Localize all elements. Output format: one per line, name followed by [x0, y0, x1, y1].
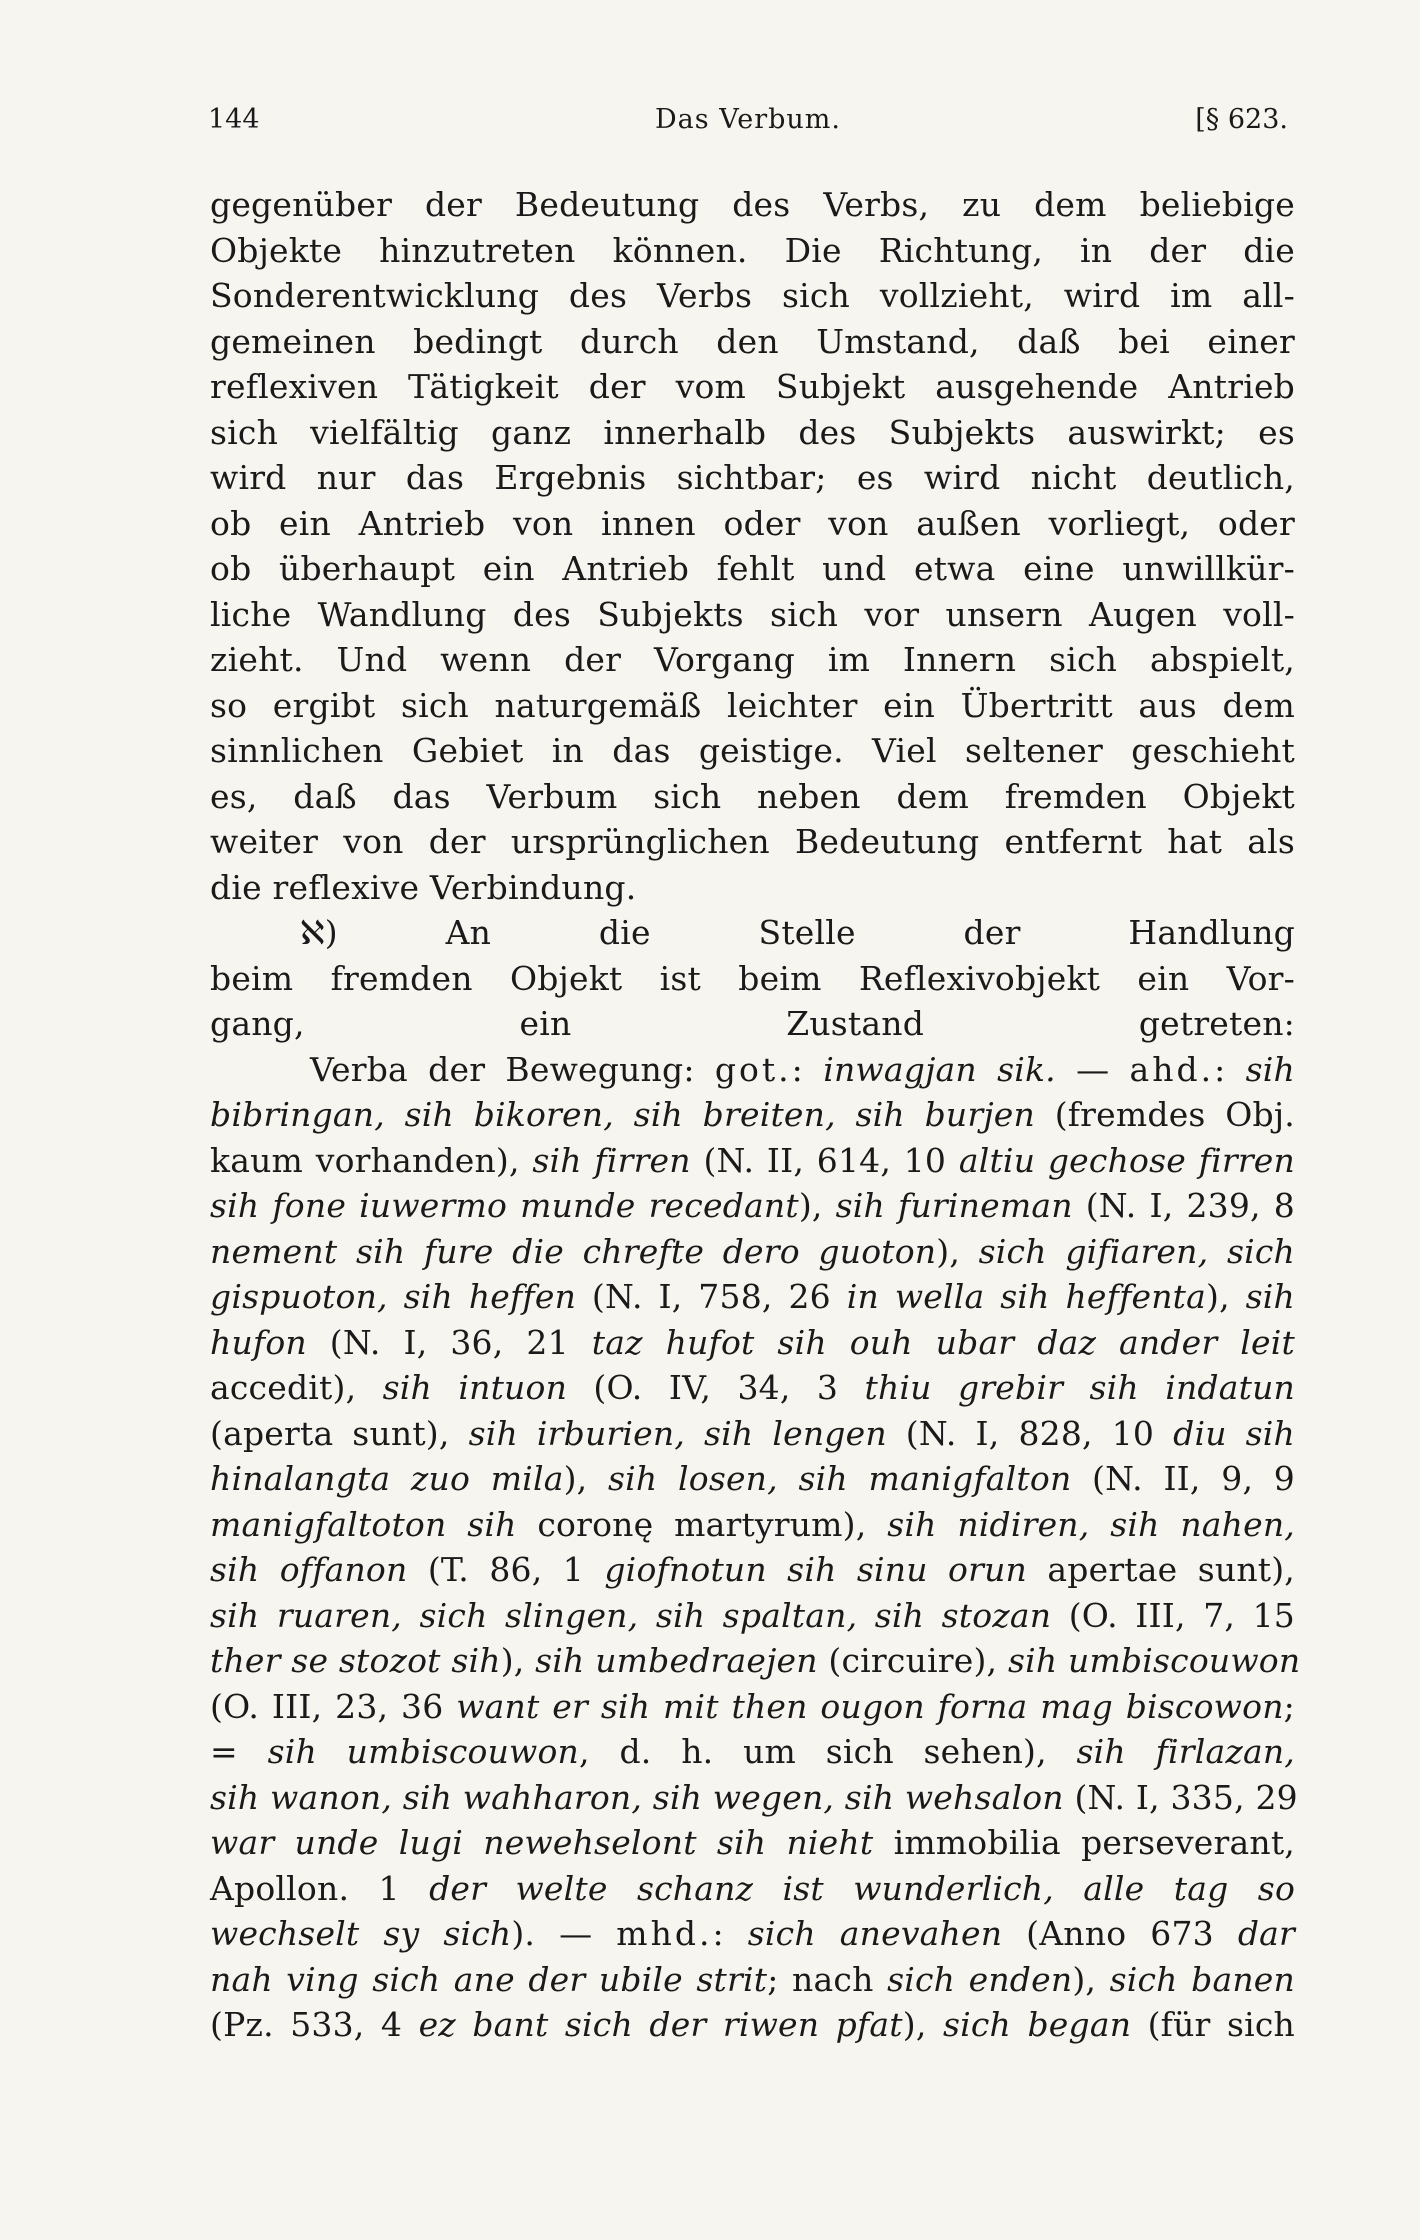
text-run: sich began [942, 2005, 1132, 2044]
running-title: Das Verbum. [655, 104, 841, 135]
text-run: want er sih mit then ougon forna mag biscowon [456, 1686, 1284, 1726]
text-run: sich enden [887, 1959, 1073, 1999]
text-run: (aperta sunt), [210, 1413, 469, 1453]
text-line [210, 1138, 1295, 1184]
text-run: sih losen, sih manigfalton [608, 1459, 1072, 1498]
text-run: ob überhaupt ein Antrieb fehlt und etwa eine unwillkür- [210, 549, 1295, 588]
text-run: diu sih [1173, 1413, 1295, 1453]
text-run: got. [714, 1049, 792, 1089]
text-line [210, 1593, 1295, 1639]
text-run: (N. I, 36, 21 [306, 1322, 592, 1362]
text-run: war unde lugi newehselont sih nieht [210, 1823, 874, 1862]
text-run: gispuoton, sih heffen [210, 1277, 577, 1316]
text-line [210, 228, 1295, 274]
text-run: sih offanon [210, 1550, 408, 1589]
text-line [210, 1001, 1295, 1047]
text-run: (N. I, 239, 8 [1072, 1186, 1295, 1225]
section-marker: [§ 623. [1195, 104, 1288, 135]
text-run: nement sih fure die chrefte dero guoton [210, 1231, 937, 1271]
text-line [210, 182, 1295, 228]
text-run: ahd. [1129, 1049, 1215, 1089]
text-run: ℵ) An die Stelle der Handlung [300, 913, 1295, 952]
text-line [210, 1638, 1301, 1684]
text-line [210, 819, 1295, 865]
text-line [210, 1866, 1295, 1912]
text-run: sich banen [1109, 1959, 1295, 1999]
text-run: wird nur das Ergebnis sichtbar; es wird nicht deutlich, [210, 458, 1295, 497]
text-run: Verba der Bewegung: [310, 1049, 715, 1089]
text-run: manigfaltoton sih [210, 1504, 517, 1544]
text-run: sih nidiren, sih nahen, [887, 1504, 1295, 1544]
text-line [210, 364, 1295, 410]
text-run: altiu gechose firren [958, 1140, 1295, 1180]
text-run: = [210, 1732, 268, 1771]
text-run: (O. III, 7, 15 [1051, 1595, 1295, 1635]
text-run: sih wanon, sih wahharon, sih wegen, sih wehsalon [210, 1777, 1064, 1817]
text-run: sih umbiscouwon [1007, 1641, 1301, 1680]
text-run: zieht. Und wenn der Vorgang im Innern sich abspielt, [210, 640, 1295, 679]
text-line [210, 1502, 1295, 1548]
text-run: (circuire), [817, 1641, 1008, 1680]
text-run: sih irburien, sih lengen [468, 1413, 887, 1453]
text-line [210, 1320, 1295, 1366]
text-run: sih [1245, 1277, 1295, 1316]
text-run: (fremdes Obj. [1034, 1095, 1295, 1134]
text-run: bibringan, sih bikoren, sih breiten, sih burjen [210, 1095, 1035, 1134]
text-line [210, 1729, 1295, 1775]
text-line [210, 1092, 1295, 1138]
running-header [208, 104, 1288, 144]
text-run: sih umbedraejen [535, 1641, 818, 1680]
text-run: ), [500, 1641, 536, 1680]
text-line [210, 2002, 1295, 2048]
text-run: sih intuon [382, 1368, 568, 1407]
text-line [210, 455, 1295, 501]
text-line [210, 319, 1295, 365]
text-run: beim fremden Objekt ist beim Reflexivobjekt ein Vor- [210, 958, 1295, 998]
text-run: (O. IV, 34, 3 [567, 1368, 865, 1407]
text-run: (N. I, 335, 29 [1063, 1777, 1298, 1817]
text-run: sih [1245, 1049, 1295, 1089]
text-run: dar [1237, 1914, 1296, 1953]
text-run: ther se stozot sih [210, 1641, 501, 1680]
text-line [210, 410, 1295, 456]
text-line [210, 1183, 1295, 1229]
text-line [210, 546, 1295, 592]
text-run: ), [902, 2005, 943, 2044]
text-run: gemeinen bedingt durch den Umstand, daß bei einer [210, 321, 1295, 361]
text-run: weiter von der ursprünglichen Bedeutung entfernt hat als [210, 822, 1295, 861]
text-line [210, 1365, 1295, 1411]
text-run: mhd. [616, 1914, 713, 1953]
text-run: sinnlichen Gebiet in das geistige. Viel seltener geschieht [210, 731, 1295, 770]
text-line [210, 683, 1295, 729]
text-run: inwagjan sik. [823, 1049, 1056, 1089]
text-line [210, 1411, 1295, 1457]
text-run: ), [798, 1186, 836, 1225]
text-run: (N. I, 758, 26 [576, 1277, 847, 1316]
text-run: Sonderentwicklung des Verbs sich vollzieht, wird im all- [210, 276, 1295, 315]
body-text [210, 182, 1301, 2048]
text-run: : [712, 1914, 748, 1953]
text-line [210, 728, 1295, 774]
text-run: sih umbiscouwon [267, 1732, 580, 1771]
text-run: sih firlazan, [1076, 1732, 1295, 1771]
text-line [210, 637, 1295, 683]
text-run: sich anevahen [747, 1914, 1003, 1953]
text-run: ), [563, 1459, 608, 1498]
text-line [210, 910, 1295, 956]
text-run: (N. II, 9, 9 [1071, 1459, 1295, 1498]
text-line [210, 865, 1295, 911]
text-line [210, 1957, 1295, 2003]
text-run: coronę martyrum), [516, 1504, 888, 1544]
text-run: ), [1072, 1959, 1110, 1999]
text-run: accedit), [210, 1368, 383, 1407]
text-line [210, 1229, 1295, 1275]
text-line [210, 1775, 1298, 1821]
text-run: ), [1206, 1277, 1246, 1316]
text-line [210, 1547, 1295, 1593]
text-run: sih furineman [835, 1186, 1073, 1225]
text-run: hufon [210, 1322, 307, 1362]
text-line [210, 1047, 1295, 1093]
text-run: sih fone iuwermo munde recedant [210, 1186, 799, 1225]
text-run: ), [936, 1231, 979, 1271]
text-run: thiu grebir sih indatun [864, 1368, 1295, 1407]
text-run: ; nach [767, 1959, 888, 1999]
text-run: : [791, 1049, 824, 1089]
text-run: in wella sih heffenta [846, 1277, 1206, 1316]
text-line [210, 774, 1295, 820]
text-run: (Anno 673 [1002, 1914, 1238, 1953]
text-run: (Pz. 533, 4 [210, 2005, 419, 2044]
text-run: sih firren [532, 1140, 691, 1180]
text-run: so ergibt sich naturgemäß leichter ein Übertritt aus dem [210, 685, 1295, 725]
text-run: ob ein Antrieb von innen oder von außen vorliegt, oder [210, 503, 1295, 543]
text-run: gegenüber der Bedeutung des Verbs, zu dem beliebige [210, 185, 1295, 224]
text-run: reflexiven Tätigkeit der vom Subjekt ausgehende Antrieb [210, 367, 1295, 406]
text-run: Objekte hinzutreten können. Die Richtung, in der die [210, 230, 1295, 270]
text-run: die reflexive Verbindung. [210, 867, 637, 907]
text-run: (für sich [1131, 2005, 1295, 2044]
text-run: es, daß das Verbum sich neben dem fremden Objekt [210, 776, 1295, 816]
text-run: giofnotun sih sinu orun [604, 1550, 1028, 1589]
text-run: Apollon. 1 [210, 1868, 430, 1908]
text-line [210, 1911, 1295, 1957]
text-run: — [1055, 1049, 1130, 1089]
text-run: , d. h. um sich sehen), [579, 1732, 1077, 1771]
text-line [210, 1820, 1295, 1866]
text-run: (T. 86, 1 [407, 1550, 605, 1589]
text-line [210, 1274, 1295, 1320]
text-run: liche Wandlung des Subjekts sich vor unsern Augen voll- [210, 594, 1295, 634]
text-run: ; [1283, 1686, 1295, 1726]
text-run: nah ving sich ane der ubile strit [210, 1959, 768, 1999]
text-run: sih ruaren, sich slingen, sih spaltan, sih stozan [210, 1595, 1052, 1635]
text-run: sich gifiaren, sich [978, 1231, 1295, 1271]
text-run: immobilia perseverant, [873, 1823, 1295, 1862]
text-run: (O. III, 23, 36 [210, 1686, 457, 1726]
text-run: der welte schanz ist wunderlich, alle tag so [429, 1868, 1296, 1908]
text-line [210, 273, 1295, 319]
text-run: ). — [511, 1914, 617, 1953]
text-run: apertae sunt), [1027, 1550, 1295, 1589]
text-run: gang, ein Zustand getreten: [210, 1004, 1295, 1043]
text-run: wechselt sy sich [210, 1914, 512, 1953]
text-run: taz hufot sih ouh ubar daz ander leit [591, 1322, 1295, 1362]
text-run: : [1214, 1049, 1246, 1089]
text-run: (N. I, 828, 10 [886, 1413, 1174, 1453]
text-run: hinalangta zuo mila [210, 1459, 564, 1498]
text-run: (N. II, 614, 10 [690, 1140, 959, 1180]
text-line [210, 1684, 1295, 1730]
text-run: ez bant sich der riwen pfat [418, 2005, 903, 2044]
text-line [210, 956, 1295, 1002]
text-line [210, 1456, 1295, 1502]
text-line [210, 501, 1295, 547]
text-line [210, 592, 1295, 638]
text-run: sich vielfältig ganz innerhalb des Subjekts auswirkt; es [210, 412, 1295, 452]
page-number: 144 [208, 104, 260, 135]
text-run: kaum vorhanden), [210, 1140, 533, 1180]
